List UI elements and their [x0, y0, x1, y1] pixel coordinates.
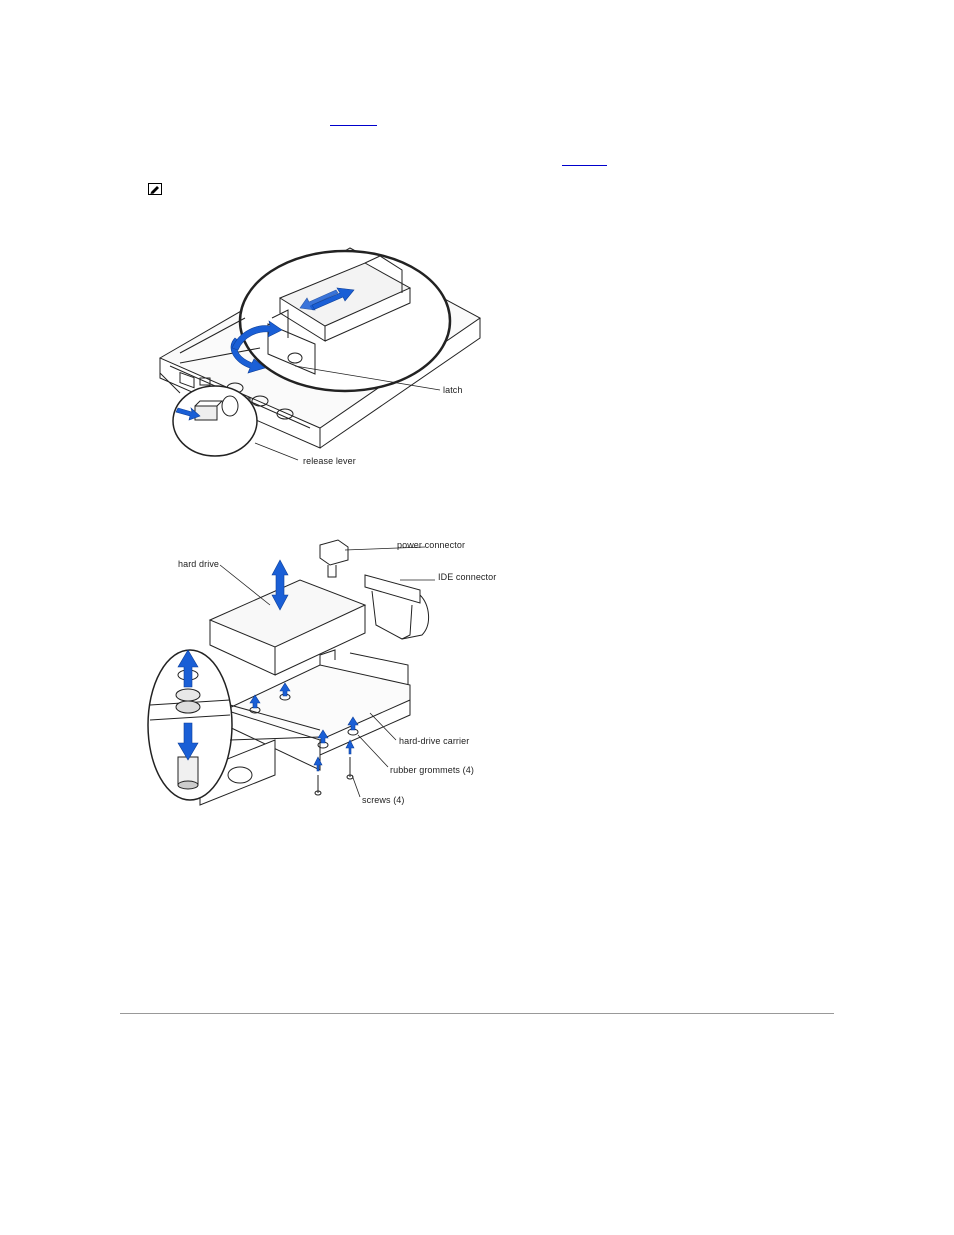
label-release-lever: release lever: [303, 456, 356, 466]
figure-1-drawing: [140, 238, 500, 478]
figure-link-2[interactable]: [562, 164, 607, 166]
label-screws: screws (4): [362, 795, 405, 805]
label-hard-drive: hard drive: [178, 559, 220, 569]
note-pencil-icon: [148, 183, 162, 195]
label-latch: latch: [443, 385, 463, 395]
label-ide-connector: IDE connector: [438, 572, 497, 582]
figure-drive-in-carrier: [140, 535, 510, 820]
section-divider: [120, 1013, 834, 1014]
figure-link-1[interactable]: [330, 124, 377, 126]
label-hard-drive-carrier: hard-drive carrier: [399, 736, 470, 746]
label-rubber-grommets: rubber grommets (4): [390, 765, 474, 775]
figure-remove-carrier: [140, 238, 500, 478]
label-power-connector: power connector: [397, 540, 466, 550]
